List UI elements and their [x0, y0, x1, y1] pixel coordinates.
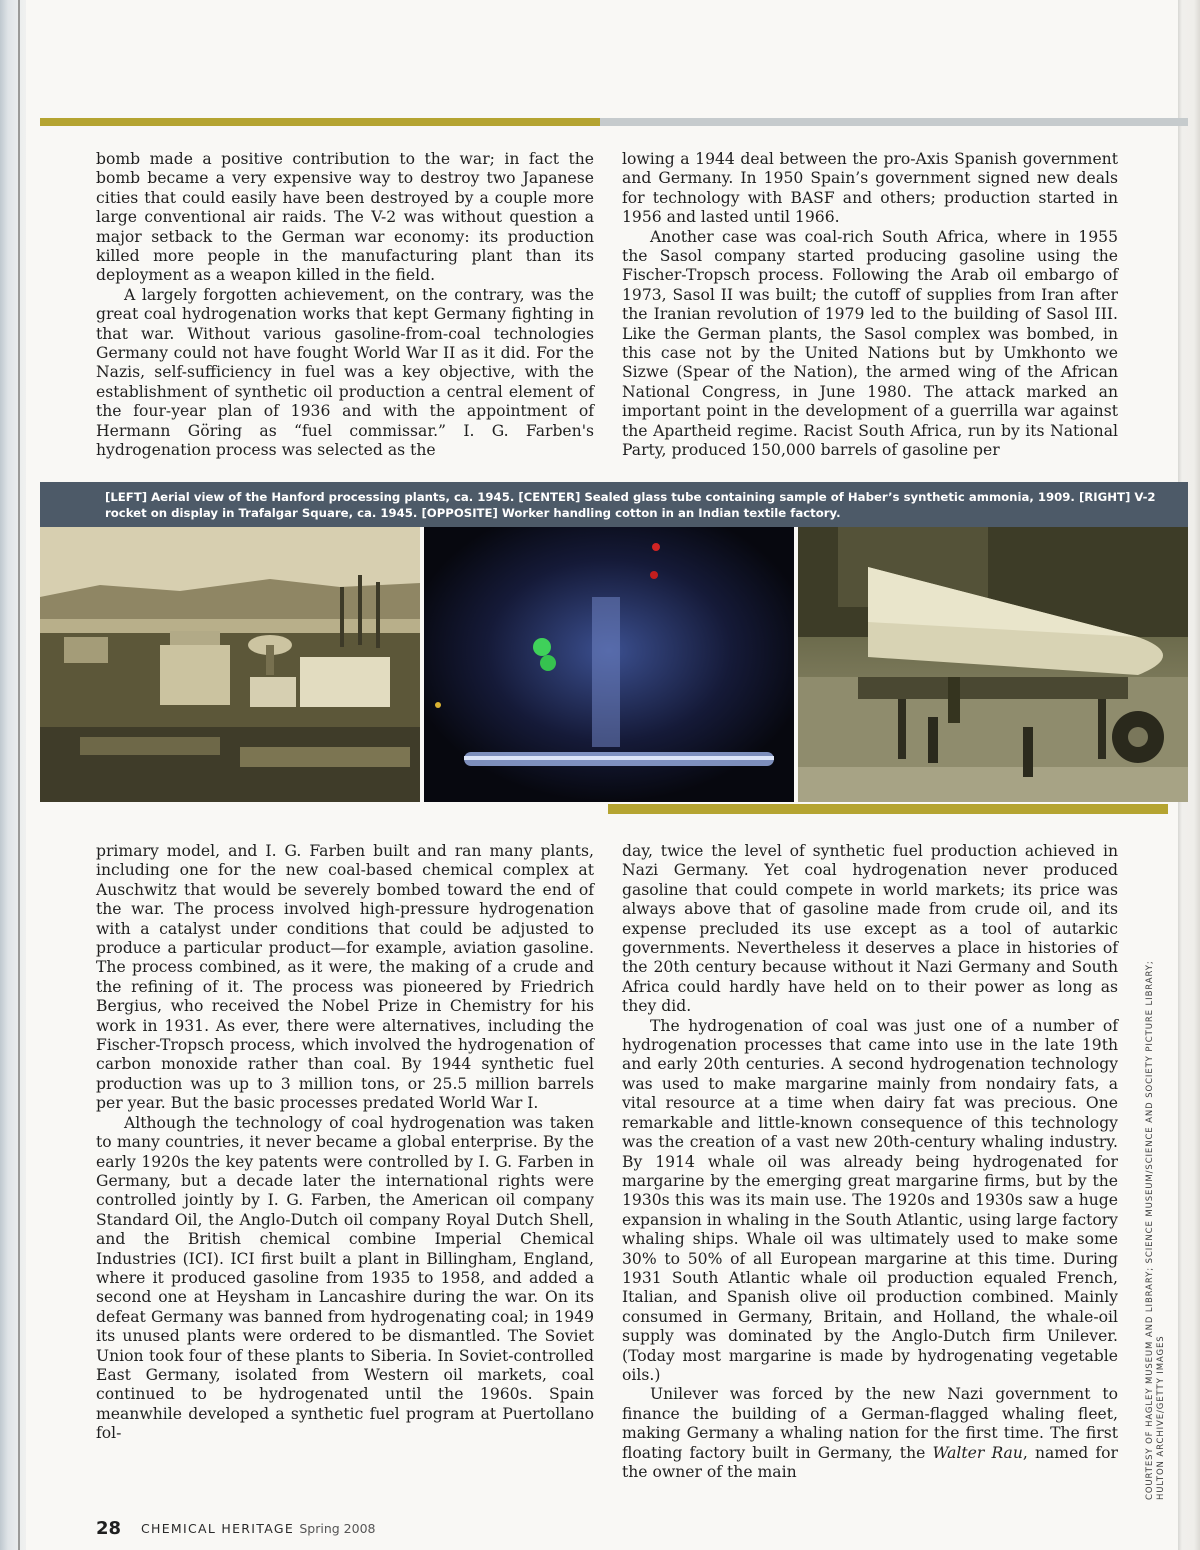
paragraph: Another case was coal-rich South Africa, where in 1955 the Sasol company started producing gasoline using the Fischer-Tropsch process. Following the Arab oil embargo of 1973, Sasol II was built; the cutoff of supplies from Iran after the Iranian revolution of 1979 led to the building of Sasol III. Like the German plants, the Sasol complex was bombed, in this case not by the United Nations but by Umkhonto we Sizwe (Spear of the Nation), the armed wing of the African National Congress, in June 1980. The attack marked an important point in the development of a guerrilla war against the Apartheid regime. Racist South Africa, run by its National Party, produced 150,000 barrels of gasoline per — [622, 227, 1118, 460]
gray-accent-rule — [600, 118, 1188, 126]
paragraph-text: , named for the owner of the main — [622, 1443, 1119, 1481]
photo-caption: [LEFT] Aerial view of the Hanford processing plants, ca. 1945. [CENTER] Sealed glass tube containing sample of Haber’s synthetic ammonia, 1909. [RIGHT] V-2 rocket on display in Trafalgar Square, ca. 1945. [OPPOSITE] Worker handling cotton in an Indian textile factory. — [105, 490, 1156, 520]
page-number: 28 — [96, 1518, 122, 1539]
hanford-aerial-photo — [40, 527, 420, 802]
issue-date: Spring 2008 — [299, 1521, 376, 1536]
paragraph: A largely forgotten achievement, on the contrary, was the great coal hydrogenation works that kept Germany fighting in that war. Without various gasoline-from-coal technologies Germany could not have fought World War II as it did. For the Nazis, self-sufficiency in fuel was a key objective, with the establishment of synthetic oil production a central element of the four-year plan of 1936 and with the appointment of Hermann Göring as “fuel commissar.” I. G. Farben's hydrogenation process was selected as the — [96, 285, 594, 460]
gold-accent-rule — [40, 118, 600, 126]
paragraph — [622, 1385, 1118, 1482]
paragraph: Although the technology of coal hydrogenation was taken to many countries, it never became a global enterprise. By the early 1920s the key patents were controlled by I. G. Farben in Germany, but a decade later the international rights were controlled jointly by I. G. Farben, the American oil company Standard Oil, the Anglo-Dutch oil company Royal Dutch Shell, and the British chemical combine Imperial Chemical Industries (ICI). ICI first built a plant in Billingham, England, where it produced gasoline from 1935 to 1958, and added a second one at Heysham in Lancashire during the war. On its defeat Germany was banned from hydrogenating coal; in 1949 its unused plants were ordered to be dismantled. The Soviet Union took four of these plants to Siberia. In Soviet-controlled East Germany, isolated from Western oil markets, coal continued to be hydrogenated until the 1960s. Spain meanwhile developed a synthetic fuel program at Puertollano fol- — [96, 1113, 594, 1443]
magazine-title — [141, 1521, 375, 1536]
gold-accent-rule-bottom — [608, 804, 1168, 814]
paragraph: The hydrogenation of coal was just one of a number of hydrogenation processes that came into use in the late 19th and early 20th centuries. A second hydrogenation technology was used to make margarine mainly from nondairy fats, a vital resource at a time when dairy fat was precious. One remarkable and little-known consequence of this technology was the creation of a vast new 20th-century whaling industry. By 1914 whale oil was already being hydrogenated for margarine by the emerging great margarine firms, but by the 1930s this was its main use. The 1920s and 1930s saw a huge expansion in whaling in the South Atlantic, using large factory whaling ships. Whale oil was ultimately used to make some 30% to 50% of all European margarine at this time. During 1931 South Atlantic whale oil production equaled French, Italian, and Spanish olive oil production combined. Mainly consumed in Germany, Britain, and Holland, the whale-oil supply was dominated by the Anglo-Dutch firm Unilever. (Today most margarine is made by hydrogenating vegetable oils.) — [622, 1016, 1118, 1384]
text-column-4 — [622, 842, 1118, 1482]
photo-credit-line: HULTON ARCHIVE/GETTY IMAGES — [1155, 1335, 1166, 1500]
text-column-1 — [96, 150, 594, 461]
ship-name: Walter Rau — [932, 1443, 1023, 1462]
paragraph: bomb made a positive contribution to the war; in fact the bomb became a very expensive way to destroy two Japanese cities that could easily have been destroyed by a couple more large conventional air raids. The V-2 was without question a major setback to the German war economy: its production killed more people in the manufacturing plant than its deployment as a weapon killed in the field. — [96, 150, 594, 285]
ammonia-tube-photo — [424, 527, 794, 802]
photo-credit-line: COURTESY OF HAGLEY MUSEUM AND LIBRARY; SCIENCE MUSEUM/SCIENCE AND SOCIETY PICTURE LIBRARY; — [1145, 960, 1155, 1500]
paragraph: lowing a 1944 deal between the pro-Axis Spanish government and Germany. In 1950 Spain’s government signed new deals for technology with BASF and others; production started in 1956 and lasted until 1966. — [622, 150, 1118, 227]
text-column-3 — [96, 842, 594, 1444]
text-column-2 — [622, 150, 1118, 461]
v2-rocket-photo — [798, 527, 1188, 802]
paragraph: day, twice the level of synthetic fuel production achieved in Nazi Germany. Yet coal hydrogenation never produced gasoline that could compete in world markets; its price was always above that of gasoline made from crude oil, and its expense precluded its use except as a tool of autarkic governments. Nevertheless it deserves a place in histories of the 20th century because without it Nazi Germany and South Africa could hardly have held on to their power as long as they did. — [622, 842, 1118, 1016]
photo-credit — [1145, 908, 1166, 1500]
paragraph: primary model, and I. G. Farben built and ran many plants, including one for the new coal-based chemical complex at Auschwitz that would be severely bombed toward the end of the war. The process involved high-pressure hydrogenation with a catalyst under conditions that could be adjusted to produce a particular product—for example, aviation gasoline. The process combined, as it were, the making of a crude and the refining of it. The process was pioneered by Friedrich Bergius, who received the Nobel Prize in Chemistry for his work in 1931. As ever, there were alternatives, including the Fischer-Tropsch process, which involved the hydrogenation of carbon monoxide rather than coal. By 1944 synthetic fuel production was up to 3 million tons, or 25.5 million barrels per year. But the basic processes predated World War I. — [96, 842, 594, 1113]
paragraph-text: Unilever was forced by the new Nazi government to finance the building of a German-flagged whaling fleet, making Germany a whaling nation for the first time. The first floating factory built in Germany, the — [622, 1385, 1118, 1462]
magazine-name: CHEMICAL HERITAGE — [141, 1521, 295, 1536]
